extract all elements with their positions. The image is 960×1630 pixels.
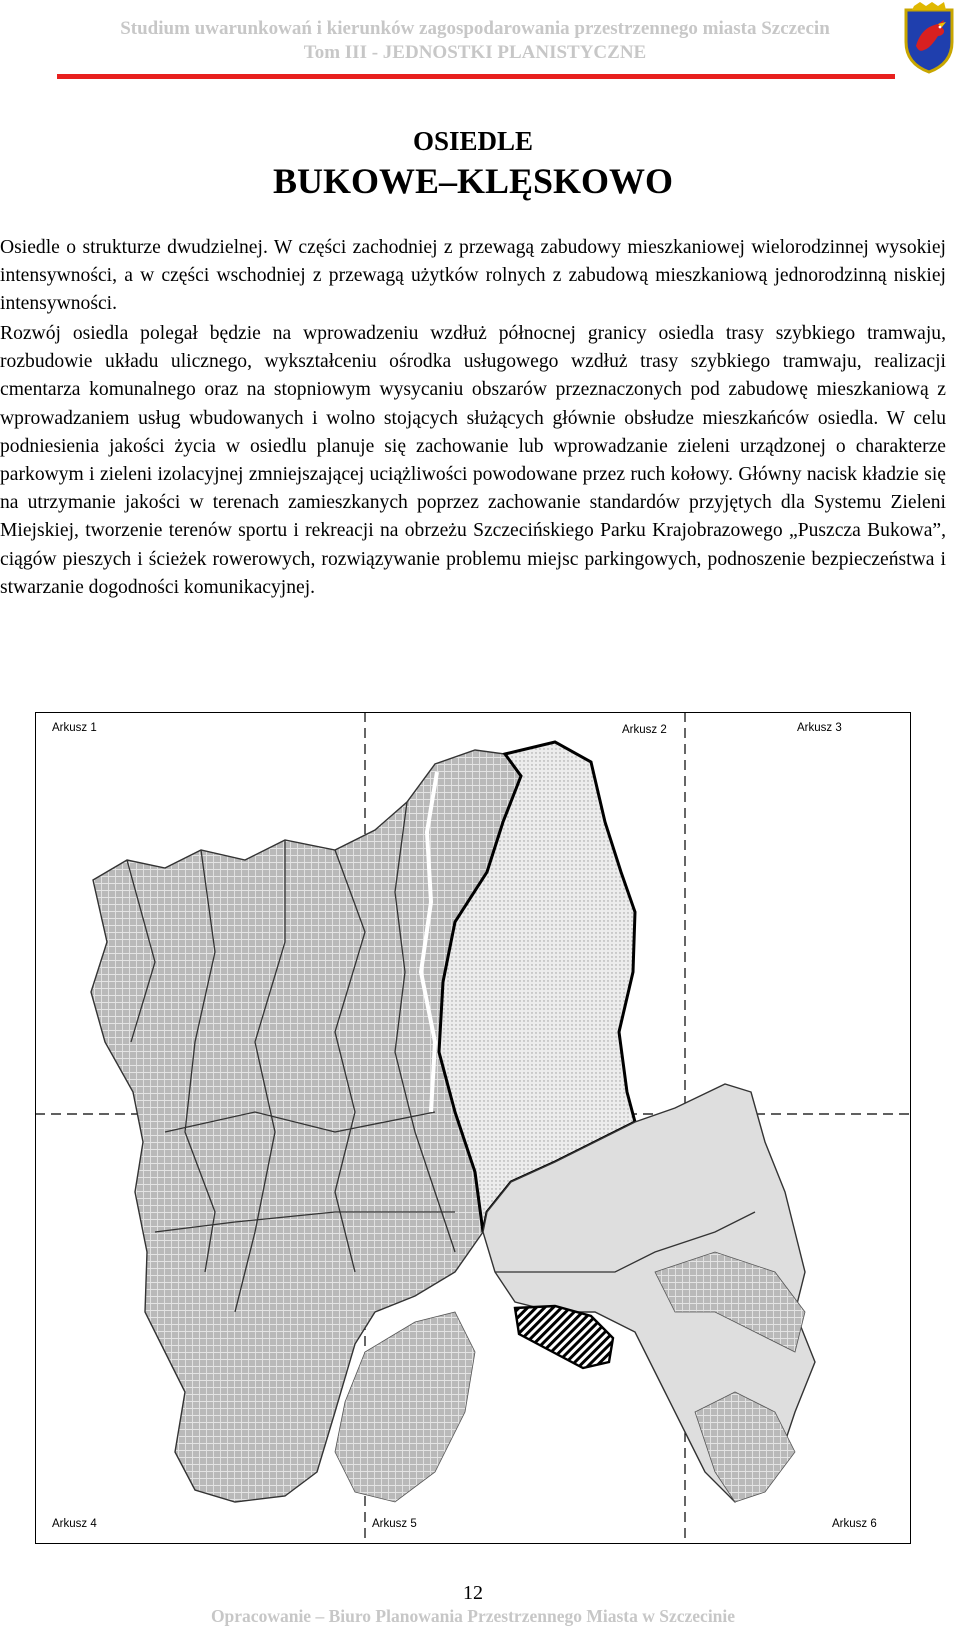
- paragraph-development: Rozwój osiedla polegał będzie na wprowadzeniu wzdłuż północnej granicy osiedla trasy szybkiego tramwaju, rozbudowie układu ulicznego, wykształceniu ośrodka usługowego wzdłuż trasy szybkiego tramwaju, realizacji cmentarza komunalnego oraz na stopniowym wysycaniu obszarów przeznaczonych pod zabudowę mieszkaniową z wprowadzaniem usług wbudowanych i wolno stojących służących głównie obsłudze mieszkańców osiedla. W celu podniesienia jakości życia w osiedlu planuje się zachowanie lub wprowadzanie zieleni urządzonej o charakterze parkowym i zieleni izolacyjnej zmniejszającej uciążliwości powodowane przez ruch kołowy. Główny nacisk kładzie się na utrzymanie jakości w terenach zamieszkanych poprzez zachowanie standardów przyjętych dla Systemu Zieleni Miejskiej, tworzenie terenów sportu i rekreacji na obrzeżu Szczecińskiego Parku Krajobrazowego „Puszcza Bukowa”, ciągów pieszych i ścieżek rowerowych, rozwiązywanie problemu miejsc parkingowych, podnoszenie bezpieczeństwa i stwarzanie dogodności komunikacyjnej.: [0, 323, 946, 598]
- sheet-label-2: Arkusz 2: [622, 724, 667, 736]
- page-number: 12: [463, 1582, 483, 1604]
- footer-credit: Opracowanie – Biuro Planowania Przestrzennego Miasta w Szczecinie: [210, 1606, 736, 1626]
- header-rule: [57, 74, 895, 79]
- page-title: BUKOWE–KLĘSKOWO: [272, 161, 674, 201]
- sheet-label-4: Arkusz 4: [52, 1518, 97, 1530]
- page-title-prefix: OSIEDLE: [412, 126, 534, 156]
- header-volume-title: Tom III - JEDNOSTKI PLANISTYCZNE: [303, 42, 647, 63]
- sheet-label-5: Arkusz 5: [372, 1518, 417, 1530]
- city-map: [35, 712, 911, 1544]
- sheet-label-3: Arkusz 3: [797, 722, 842, 734]
- bukowe-kleskowo-highlight: [515, 1306, 613, 1368]
- sheet-label-1: Arkusz 1: [52, 722, 97, 734]
- sheet-label-6: Arkusz 6: [832, 1518, 877, 1530]
- szczecin-coat-of-arms-icon: [900, 2, 958, 74]
- header-study-title: Studium uwarunkowań i kierunków zagospodarowania przestrzennego miasta Szczecin: [120, 18, 830, 39]
- paragraph-structure: Osiedle o strukturze dwudzielnej. W części zachodniej z przewagą zabudowy mieszkaniowej wielorodzinnej wysokiej intensywności, a w części wschodniej z przewagą użytków rolnych z zabudową mieszkaniową jednorodzinną niskiej intensywności.: [0, 237, 946, 315]
